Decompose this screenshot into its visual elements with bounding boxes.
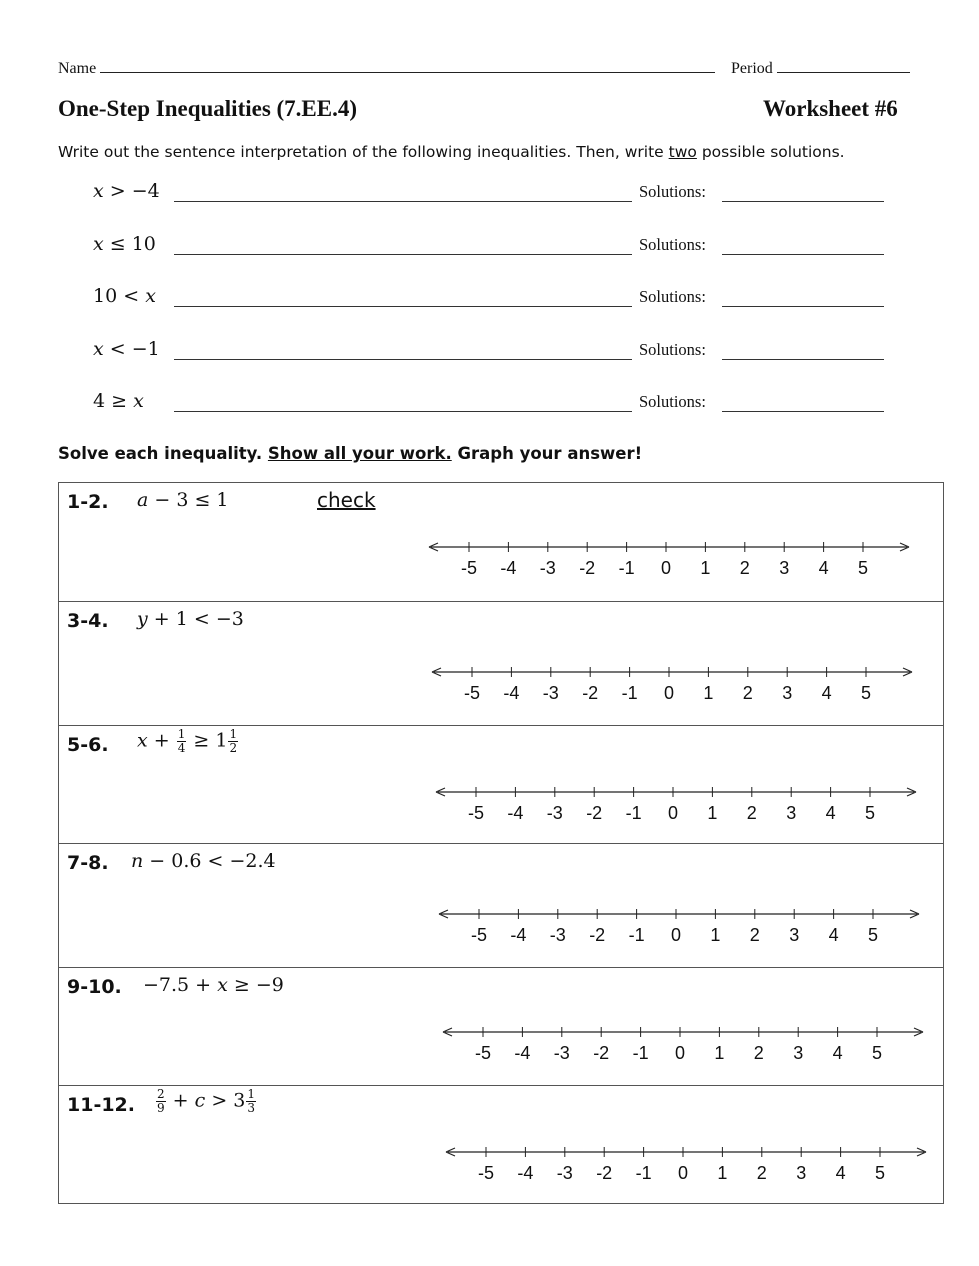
- number-line-tick-label: -4: [503, 683, 520, 703]
- problem-expression: $\frac{2}{9}$ + c > 3 $\frac{1}{3}$: [157, 1087, 256, 1115]
- problem-number: 5-6.: [67, 734, 109, 756]
- number-line-tick-label: -2: [593, 1043, 610, 1063]
- number-line-tick-label: 4: [821, 683, 832, 703]
- solve-heading-emphasis: Show all your work.: [267, 444, 452, 463]
- solutions-label: Solutions:: [639, 182, 706, 201]
- number-line-tick-label: 4: [818, 558, 829, 578]
- fraction: $\frac{1}{4}$: [177, 727, 186, 755]
- number-line-tick-label: -1: [618, 558, 635, 578]
- instructions-text-a: Write out the sentence interpretation of the following inequalities. Then, write: [58, 143, 669, 161]
- number-line-tick-label: -1: [621, 683, 638, 703]
- number-line-tick-label: -5: [470, 925, 488, 945]
- number-line-tick-label: 4: [832, 1043, 843, 1063]
- problem-number: 3-4.: [67, 610, 109, 632]
- problem-table: [58, 482, 944, 1204]
- fraction: $\frac{1}{2}$: [229, 727, 238, 755]
- number-line-tick-label: -4: [517, 1163, 534, 1183]
- number-line-tick-label: -5: [460, 558, 478, 578]
- instructions-text-b: possible solutions.: [696, 143, 845, 161]
- number-line-tick-label: 2: [756, 1163, 767, 1183]
- number-line-tick-label: -5: [467, 803, 485, 823]
- interpretation-blank[interactable]: [174, 359, 632, 360]
- problem-expression: −7.5 + x ≥ −9: [143, 974, 284, 996]
- number-line-tick-label: 1: [703, 683, 714, 703]
- problem-cell[interactable]: [59, 725, 943, 843]
- problem-number: 9-10.: [67, 976, 122, 998]
- number-line[interactable]: [435, 904, 925, 948]
- number-line-tick-label: 5: [860, 683, 872, 703]
- number-line-tick-label: -2: [586, 803, 603, 823]
- number-line-tick-label: -2: [589, 925, 606, 945]
- number-line-tick-label: 3: [779, 558, 790, 578]
- number-line-tick-label: -2: [582, 683, 599, 703]
- problem-cell[interactable]: [59, 601, 943, 725]
- number-line-tick-label: 0: [660, 558, 672, 578]
- number-line-tick-label: -1: [625, 803, 642, 823]
- worksheet-number: Worksheet #6: [763, 96, 898, 121]
- number-line-tick-label: 1: [714, 1043, 725, 1063]
- fraction: $\frac{1}{3}$: [247, 1087, 256, 1115]
- interpretation-row: [0, 233, 979, 263]
- solutions-label: Solutions:: [639, 340, 706, 359]
- problem-number: 7-8.: [67, 852, 109, 874]
- number-line-tick-label: -3: [549, 925, 566, 945]
- problem-cell[interactable]: [59, 483, 943, 601]
- number-line-tick-label: 4: [825, 803, 836, 823]
- inequality-expression: 4 ≥ x: [93, 390, 144, 412]
- name-label: Name: [58, 60, 97, 77]
- number-line-tick-label: -2: [579, 558, 596, 578]
- number-line-tick-label: 0: [674, 1043, 686, 1063]
- instructions-emphasis: two: [668, 143, 697, 161]
- interpretation-row: [0, 390, 979, 420]
- interpretation-blank[interactable]: [174, 201, 632, 202]
- inequality-expression: x ≤ 10: [93, 233, 156, 255]
- number-line-tick-label: 1: [710, 925, 721, 945]
- number-line[interactable]: [425, 537, 915, 581]
- problem-cell[interactable]: [59, 967, 943, 1085]
- period-blank[interactable]: [777, 72, 910, 73]
- interpretation-row: [0, 285, 979, 315]
- interpretation-blank[interactable]: [174, 306, 632, 307]
- solutions-blank[interactable]: [722, 359, 884, 360]
- solve-heading: [58, 444, 642, 463]
- number-line-tick-label: -3: [542, 683, 559, 703]
- number-line-tick-label: 2: [749, 925, 760, 945]
- problem-cell[interactable]: [59, 843, 943, 967]
- number-line-tick-label: -5: [474, 1043, 492, 1063]
- problem-expression: y + 1 < −3: [137, 608, 244, 630]
- number-line-tick-label: -1: [628, 925, 645, 945]
- number-line[interactable]: [432, 782, 922, 826]
- fraction: $\frac{2}{9}$: [157, 1087, 165, 1115]
- solutions-blank[interactable]: [722, 201, 884, 202]
- solutions-blank[interactable]: [722, 306, 884, 307]
- problem-number: 1-2.: [67, 491, 109, 513]
- number-line[interactable]: [439, 1022, 929, 1066]
- problem-expression: n − 0.6 < −2.4: [131, 850, 276, 872]
- number-line-tick-label: -3: [546, 803, 563, 823]
- number-line-tick-label: 2: [739, 558, 750, 578]
- number-line[interactable]: [442, 1142, 932, 1186]
- number-line-tick-label: -1: [632, 1043, 649, 1063]
- number-line-tick-label: 0: [663, 683, 675, 703]
- problem-expression: x + $\frac{1}{4}$ ≥ 1 $\frac{1}{2}$: [137, 727, 238, 755]
- inequality-expression: 10 < x: [93, 285, 156, 307]
- number-line-tick-label: 0: [667, 803, 679, 823]
- number-line-tick-label: -5: [463, 683, 481, 703]
- number-line-tick-label: -3: [539, 558, 556, 578]
- period-label: Period: [731, 60, 773, 77]
- solutions-label: Solutions:: [639, 392, 706, 411]
- number-line-tick-label: 1: [700, 558, 711, 578]
- number-line-tick-label: 1: [707, 803, 718, 823]
- solve-heading-text-b: Graph your answer!: [451, 444, 643, 463]
- interpretation-row: [0, 338, 979, 368]
- number-line-tick-label: 3: [793, 1043, 804, 1063]
- instructions: [58, 143, 845, 161]
- worksheet-title: One-Step Inequalities (7.EE.4): [58, 96, 358, 121]
- number-line-tick-label: 0: [670, 925, 682, 945]
- number-line-tick-label: -4: [507, 803, 524, 823]
- problem-number: 11-12.: [67, 1094, 135, 1116]
- solutions-blank[interactable]: [722, 254, 884, 255]
- number-line-tick-label: 5: [874, 1163, 886, 1183]
- number-line-tick-label: -1: [635, 1163, 652, 1183]
- number-line-tick-label: 4: [835, 1163, 846, 1183]
- number-line-tick-label: 5: [871, 1043, 883, 1063]
- name-blank[interactable]: [100, 72, 715, 73]
- check-label: check: [317, 488, 376, 512]
- interpretation-blank[interactable]: [174, 254, 632, 255]
- interpretation-row: [0, 180, 979, 210]
- number-line-tick-label: 5: [864, 803, 876, 823]
- number-line-tick-label: -5: [477, 1163, 495, 1183]
- number-line-tick-label: 2: [753, 1043, 764, 1063]
- inequality-expression: x > −4: [93, 180, 160, 202]
- number-line-tick-label: -4: [514, 1043, 531, 1063]
- problem-cell[interactable]: [59, 1085, 943, 1203]
- solve-heading-text-a: Solve each inequality.: [58, 444, 268, 463]
- solutions-blank[interactable]: [722, 411, 884, 412]
- number-line-tick-label: 3: [796, 1163, 807, 1183]
- name-field[interactable]: [58, 60, 715, 78]
- solutions-label: Solutions:: [639, 235, 706, 254]
- period-field[interactable]: [731, 60, 910, 78]
- number-line-tick-label: 3: [789, 925, 800, 945]
- inequality-expression: x < −1: [93, 338, 160, 360]
- problem-expression: a − 3 ≤ 1: [137, 489, 229, 511]
- number-line[interactable]: [428, 662, 918, 706]
- solutions-label: Solutions:: [639, 287, 706, 306]
- number-line-tick-label: -4: [500, 558, 517, 578]
- number-line-tick-label: 1: [717, 1163, 728, 1183]
- number-line-tick-label: -4: [510, 925, 527, 945]
- number-line-tick-label: 3: [786, 803, 797, 823]
- number-line-tick-label: -3: [553, 1043, 570, 1063]
- number-line-tick-label: 0: [677, 1163, 689, 1183]
- number-line-tick-label: -2: [596, 1163, 613, 1183]
- number-line-tick-label: 5: [857, 558, 869, 578]
- number-line-tick-label: 4: [828, 925, 839, 945]
- number-line-tick-label: -3: [556, 1163, 573, 1183]
- number-line-tick-label: 5: [867, 925, 879, 945]
- interpretation-blank[interactable]: [174, 411, 632, 412]
- number-line-tick-label: 2: [746, 803, 757, 823]
- number-line-tick-label: 2: [742, 683, 753, 703]
- number-line-tick-label: 3: [782, 683, 793, 703]
